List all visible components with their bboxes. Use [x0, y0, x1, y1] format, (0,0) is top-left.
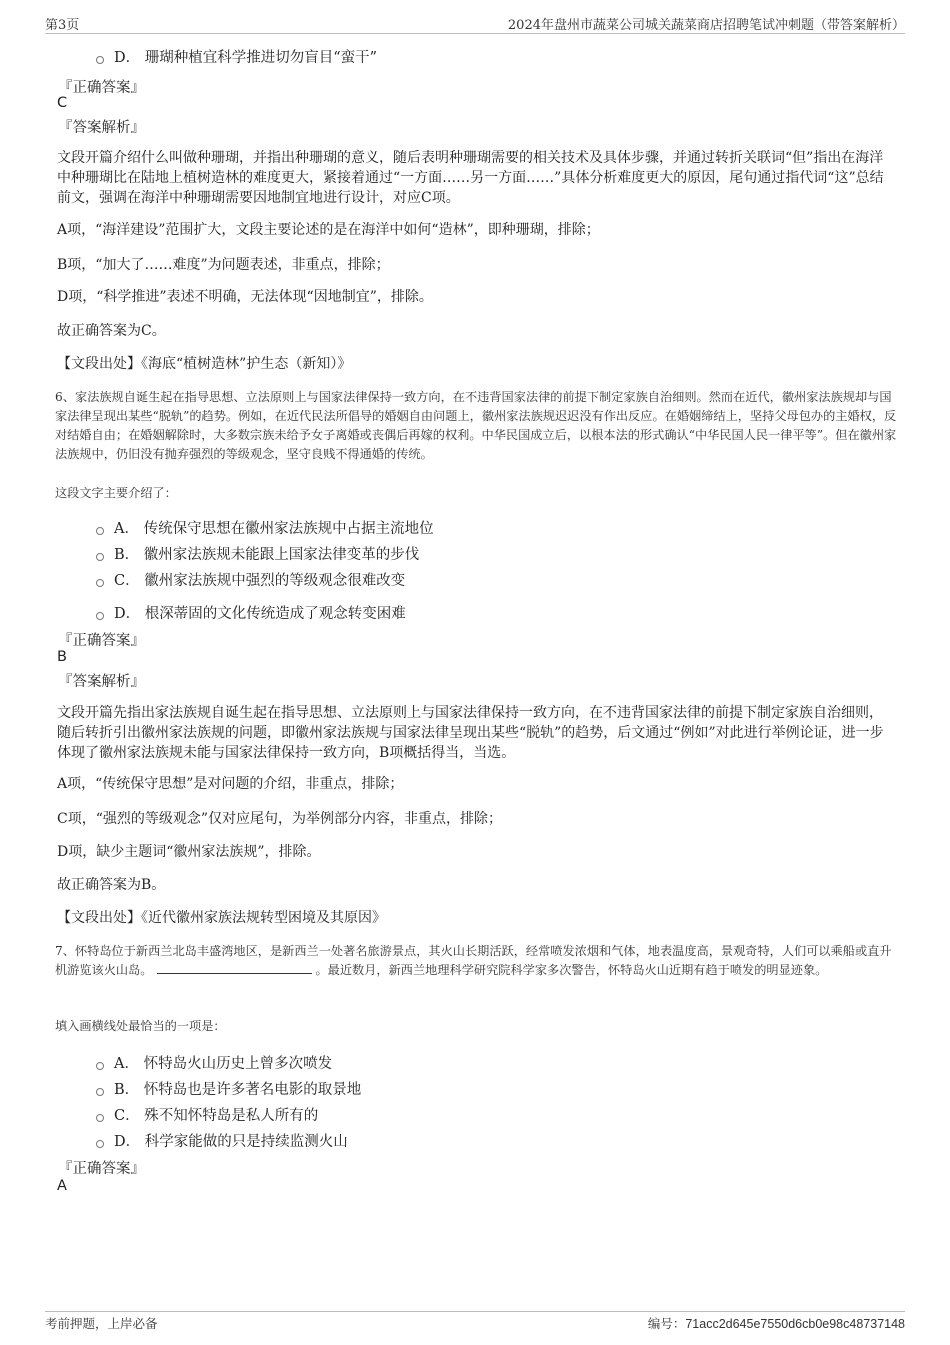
q6-line-a: A项，“传统保守思想”是对问题的介绍，非重点，排除； — [57, 776, 404, 792]
q7-option-a[interactable] — [96, 1052, 332, 1073]
q5-line-a: A项，“海洋建设”范围扩大，文段主要论述的是在海洋中如何“造林”，即种珊瑚，排除； — [57, 222, 600, 238]
q6-prompt: 这段文字主要介绍了： — [55, 486, 177, 500]
q6-line-c: C项，“强烈的等级观念”仅对应尾句，为举例部分内容，非重点，排除； — [57, 811, 503, 827]
footer-divider — [45, 1311, 905, 1312]
q7-answer: A — [57, 1178, 67, 1194]
q7-option-b[interactable] — [96, 1078, 361, 1099]
q7-option-b-label: B． 怀特岛也是许多著名电影的取景地 — [114, 1082, 362, 1098]
radio-icon[interactable] — [96, 1140, 104, 1148]
q6-analysis-label: 『答案解析』 — [58, 674, 145, 690]
q6-source: 【文段出处】《近代徽州家族法规转型困境及其原因》 — [57, 910, 386, 926]
header-divider — [45, 33, 905, 34]
radio-icon[interactable] — [96, 579, 104, 587]
radio-icon[interactable] — [96, 1114, 104, 1122]
q7-option-d[interactable] — [96, 1130, 348, 1151]
radio-icon[interactable] — [96, 553, 104, 561]
radio-icon[interactable] — [96, 56, 104, 64]
q5-source: 【文段出处】《海底“植树造林”护生态（新知）》 — [57, 356, 352, 372]
q6-stem: 6、家法族规自诞生起在指导思想、立法原则上与国家法律保持一致方向，在不违背国家法律的前提下制定家族自治细则。然而在近代，徽州家法族规却与国家法律呈现出某些“脱轨”的趋势。例如，在近代民法所倡导的婚姻自由问题上，徽州家法族规迟迟没有作出反应。在婚姻缔结上，坚持父母包办的主婚权，反对结婚自由；在婚姻解除时，大多数宗族未给予女子离婚或丧偶后再嫁的权利。中华民国成立后，以根本法的形式确认“中华民国人民一律平等”。但在徽州家法族规中，仍旧没有抛弃强烈的等级观念，坚守良贱不得通婚的传统。 — [55, 390, 897, 461]
q6-option-a-label: A． 传统保守思想在徽州家法族规中占据主流地位 — [114, 521, 434, 537]
q7-option-c[interactable] — [96, 1104, 318, 1125]
footer-serial-label: 编号： — [647, 1316, 686, 1331]
radio-icon[interactable] — [96, 527, 104, 535]
q5-analysis: 文段开篇介绍什么叫做种珊瑚，并指出种珊瑚的意义，随后表明种珊瑚需要的相关技术及具体步骤，并通过转折关联词“但”指出在海洋中种珊瑚比在陆地上植树造林的难度更大，紧接着通过“一方面……另一方面……”具体分析难度更大的原因，尾句通过指代词“这”总结前文，强调在海洋中种珊瑚需要因地制宜地进行设计，对应C项。 — [57, 150, 884, 206]
footer-serial-value: 71acc2d645e7550d6cb0e98c48737148 — [685, 1317, 905, 1331]
q5-line-d: D项，“科学推进”表述不明确，无法体现“因地制宜”，排除。 — [57, 289, 433, 305]
q6-answer: B — [57, 649, 67, 665]
q7-option-d-label: D． 科学家能做的只是持续监测火山 — [114, 1134, 348, 1150]
q6-analysis: 文段开篇先指出家法族规自诞生起在指导思想、立法原则上与国家法律保持一致方向，在不违背国家法律的前提下制定家族自治细则，随后转折引出徽州家法族规的问题，即徽州家法族规与国家法律呈现出某些“脱轨”的趋势，后文通过“例如”对此进行举例论证，进一步体现了徽州家法族规未能与国家法律保持一致方向，B项概括得当，当选。 — [57, 705, 884, 761]
q7-option-a-label: A． 怀特岛火山历史上曾多次喷发 — [114, 1056, 333, 1072]
fill-in-blank — [157, 961, 312, 974]
q6-option-c[interactable] — [96, 569, 405, 590]
q6-option-d-label: D． 根深蒂固的文化传统造成了观念转变困难 — [114, 606, 406, 622]
footer-serial — [648, 1314, 905, 1332]
q7-stem-after: 。最近数月，新西兰地理科学研究院科学家多次警告，怀特岛火山近期有趋于喷发的明显迹象。 — [315, 963, 828, 977]
q6-option-b-label: B． 徽州家法族规未能跟上国家法律变革的步伐 — [114, 547, 420, 563]
document-title: 2024年盘州市蔬菜公司城关蔬菜商店招聘笔试冲刺题（带答案解析） — [507, 18, 905, 33]
footer-slogan: 考前押题，上岸必备 — [45, 1316, 158, 1331]
q6-option-d[interactable] — [96, 602, 406, 623]
q7-prompt: 填入画横线处最恰当的一项是： — [55, 1019, 226, 1033]
q6-answer-label: 『正确答案』 — [58, 633, 145, 649]
q7-stem — [55, 942, 897, 980]
q5-answer-label: 『正确答案』 — [58, 80, 145, 96]
q5-option-d[interactable] — [96, 46, 377, 67]
q6-option-a[interactable] — [96, 517, 434, 538]
q6-option-c-label: C． 徽州家法族规中强烈的等级观念很难改变 — [114, 573, 406, 589]
page-number: 第3页 — [45, 18, 80, 33]
radio-icon[interactable] — [96, 1062, 104, 1070]
q6-option-b[interactable] — [96, 543, 419, 564]
q7-option-c-label: C． 殊不知怀特岛是私人所有的 — [114, 1108, 319, 1124]
q5-answer: C — [57, 95, 68, 111]
q6-line-d: D项，缺少主题词“徽州家法族规”，排除。 — [57, 844, 321, 860]
q7-stem-before: 7、怀特岛位于新西兰北岛丰盛湾地区，是新西兰一处著名旅游景点，其火山长期活跃，经常喷发浓烟和气体，地表温度高，景观奇特，人们可以乘船或直升机游览该火山岛。 — [55, 944, 892, 977]
radio-icon[interactable] — [96, 612, 104, 620]
radio-icon[interactable] — [96, 1088, 104, 1096]
q5-analysis-label: 『答案解析』 — [58, 120, 145, 136]
q5-option-d-label: D． 珊瑚种植宜科学推进切勿盲目“蛮干” — [114, 50, 378, 66]
q7-answer-label: 『正确答案』 — [58, 1161, 145, 1177]
q6-conclusion: 故正确答案为B。 — [57, 877, 166, 893]
q5-conclusion: 故正确答案为C。 — [57, 323, 166, 339]
q5-line-b: B项，“加大了……难度”为问题表述，非重点，排除； — [57, 257, 390, 273]
